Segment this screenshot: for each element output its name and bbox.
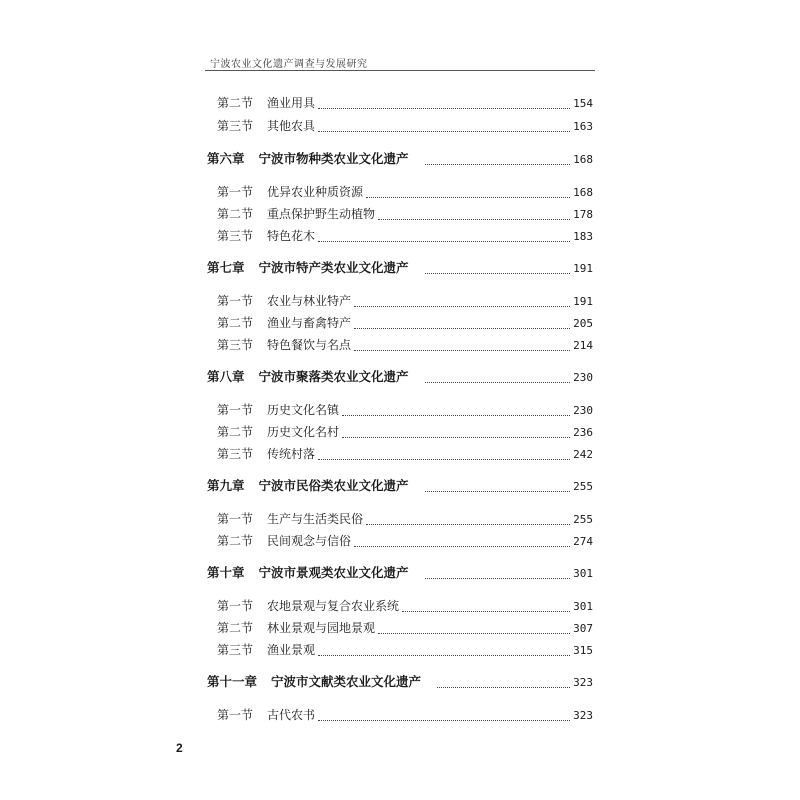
toc-page-number: 255 (573, 480, 593, 493)
dot-leader (402, 599, 570, 612)
dot-leader (366, 512, 570, 525)
toc-section-row (217, 641, 593, 659)
toc-page-number: 242 (573, 448, 593, 461)
chapter-number: 第十一章 (207, 674, 258, 689)
section-number: 第二节 (217, 621, 254, 635)
chapter-title: 宁波市物种类农业文化遗产 (258, 151, 409, 166)
toc-section-row (217, 227, 593, 245)
toc-section-row (217, 597, 593, 615)
toc-section-row (217, 619, 593, 637)
section-title: 历史文化名镇 (267, 403, 340, 417)
toc-page-number: 183 (573, 230, 593, 243)
dot-leader (366, 185, 570, 198)
toc-section-row (217, 314, 593, 332)
chapter-title: 宁波市特产类农业文化遗产 (258, 260, 409, 275)
toc-page-number: 163 (573, 120, 593, 133)
section-title: 渔业与畜禽特产 (267, 316, 352, 330)
dot-leader (318, 96, 570, 109)
dot-leader (437, 675, 570, 688)
section-title: 特色餐饮与名点 (267, 338, 352, 352)
section-title: 农地景观与复合农业系统 (267, 599, 400, 613)
toc-section-row (217, 510, 593, 528)
section-number: 第一节 (217, 403, 254, 417)
section-title: 重点保护野生动植物 (267, 207, 376, 221)
toc-section-row (217, 117, 593, 135)
section-title: 民间观念与信俗 (267, 534, 352, 548)
section-number: 第二节 (217, 534, 254, 548)
section-title: 林业景观与园地景观 (267, 621, 376, 635)
toc-page-number: 301 (573, 567, 593, 580)
chapter-title: 宁波市文献类农业文化遗产 (271, 674, 422, 689)
toc-page-number: 315 (573, 644, 593, 657)
dot-leader (318, 643, 570, 656)
section-number: 第一节 (217, 599, 254, 613)
section-number: 第三节 (217, 338, 254, 352)
chapter-title: 宁波市景观类农业文化遗产 (258, 565, 409, 580)
toc-page-number: 301 (573, 600, 593, 613)
toc-section-row (217, 706, 593, 724)
dot-leader (378, 621, 570, 634)
toc-page-number: 255 (573, 513, 593, 526)
toc-section-row (217, 423, 593, 441)
toc-chapter-row (207, 368, 593, 386)
dot-leader (425, 566, 571, 579)
toc-page-number: 323 (573, 709, 593, 722)
toc-section-row (217, 183, 593, 201)
toc-page-number: 214 (573, 339, 593, 352)
toc-page-number: 236 (573, 426, 593, 439)
toc-page-number: 178 (573, 208, 593, 221)
section-number: 第三节 (217, 119, 254, 133)
section-title: 生产与生活类民俗 (267, 512, 364, 526)
dot-leader (354, 294, 570, 307)
toc-section-row (217, 336, 593, 354)
dot-leader (342, 425, 570, 438)
toc-page-number: 274 (573, 535, 593, 548)
toc-page-number: 323 (573, 676, 593, 689)
section-number: 第一节 (217, 512, 254, 526)
toc-section-row (217, 532, 593, 550)
dot-leader (354, 338, 570, 351)
section-number: 第二节 (217, 207, 254, 221)
toc-page-number: 168 (573, 186, 593, 199)
dot-leader (318, 708, 570, 721)
toc-page-number: 154 (573, 97, 593, 110)
toc-chapter-row (207, 150, 593, 168)
dot-leader (318, 447, 570, 460)
chapter-number: 第八章 (207, 369, 245, 384)
toc-page-number: 191 (573, 295, 593, 308)
toc-chapter-row (207, 673, 593, 691)
section-title: 优异农业种质资源 (267, 185, 364, 199)
toc-page-number: 230 (573, 404, 593, 417)
dot-leader (318, 119, 570, 132)
section-title: 历史文化名村 (267, 425, 340, 439)
chapter-number: 第六章 (207, 151, 245, 166)
toc-chapter-row (207, 564, 593, 582)
dot-leader (378, 207, 570, 220)
section-title: 传统村落 (267, 447, 316, 461)
dot-leader (354, 316, 570, 329)
toc-section-row (217, 292, 593, 310)
section-number: 第二节 (217, 316, 254, 330)
running-head: 宁波农业文化遗产调查与发展研究 (210, 59, 368, 70)
section-number: 第二节 (217, 425, 254, 439)
dot-leader (425, 479, 571, 492)
chapter-title: 宁波市民俗类农业文化遗产 (258, 478, 409, 493)
dot-leader (425, 370, 571, 383)
toc-page-number: 307 (573, 622, 593, 635)
toc-section-row (217, 445, 593, 463)
section-title: 农业与林业特产 (267, 294, 352, 308)
chapter-number: 第十章 (207, 565, 245, 580)
toc-chapter-row (207, 477, 593, 495)
chapter-title: 宁波市聚落类农业文化遗产 (258, 369, 409, 384)
section-title: 古代农书 (267, 708, 316, 722)
toc-section-row (217, 94, 593, 112)
toc-section-row (217, 205, 593, 223)
section-number: 第一节 (217, 708, 254, 722)
dot-leader (425, 152, 571, 165)
dot-leader (342, 403, 570, 416)
toc-page-number: 230 (573, 371, 593, 384)
dot-leader (354, 534, 570, 547)
section-number: 第三节 (217, 447, 254, 461)
chapter-number: 第九章 (207, 478, 245, 493)
toc-page-number: 168 (573, 153, 593, 166)
dot-leader (318, 229, 570, 242)
toc-section-row (217, 401, 593, 419)
toc-chapter-row (207, 259, 593, 277)
section-number: 第三节 (217, 643, 254, 657)
section-number: 第一节 (217, 294, 254, 308)
section-title: 渔业景观 (267, 643, 316, 657)
section-title: 特色花木 (267, 229, 316, 243)
toc-page-number: 205 (573, 317, 593, 330)
section-title: 其他农具 (267, 119, 316, 133)
chapter-number: 第七章 (207, 260, 245, 275)
section-number: 第三节 (217, 229, 254, 243)
page-number: 2 (176, 741, 183, 755)
toc-page-number: 191 (573, 262, 593, 275)
section-number: 第一节 (217, 185, 254, 199)
section-title: 渔业用具 (267, 96, 316, 110)
section-number: 第二节 (217, 96, 254, 110)
dot-leader (425, 261, 571, 274)
